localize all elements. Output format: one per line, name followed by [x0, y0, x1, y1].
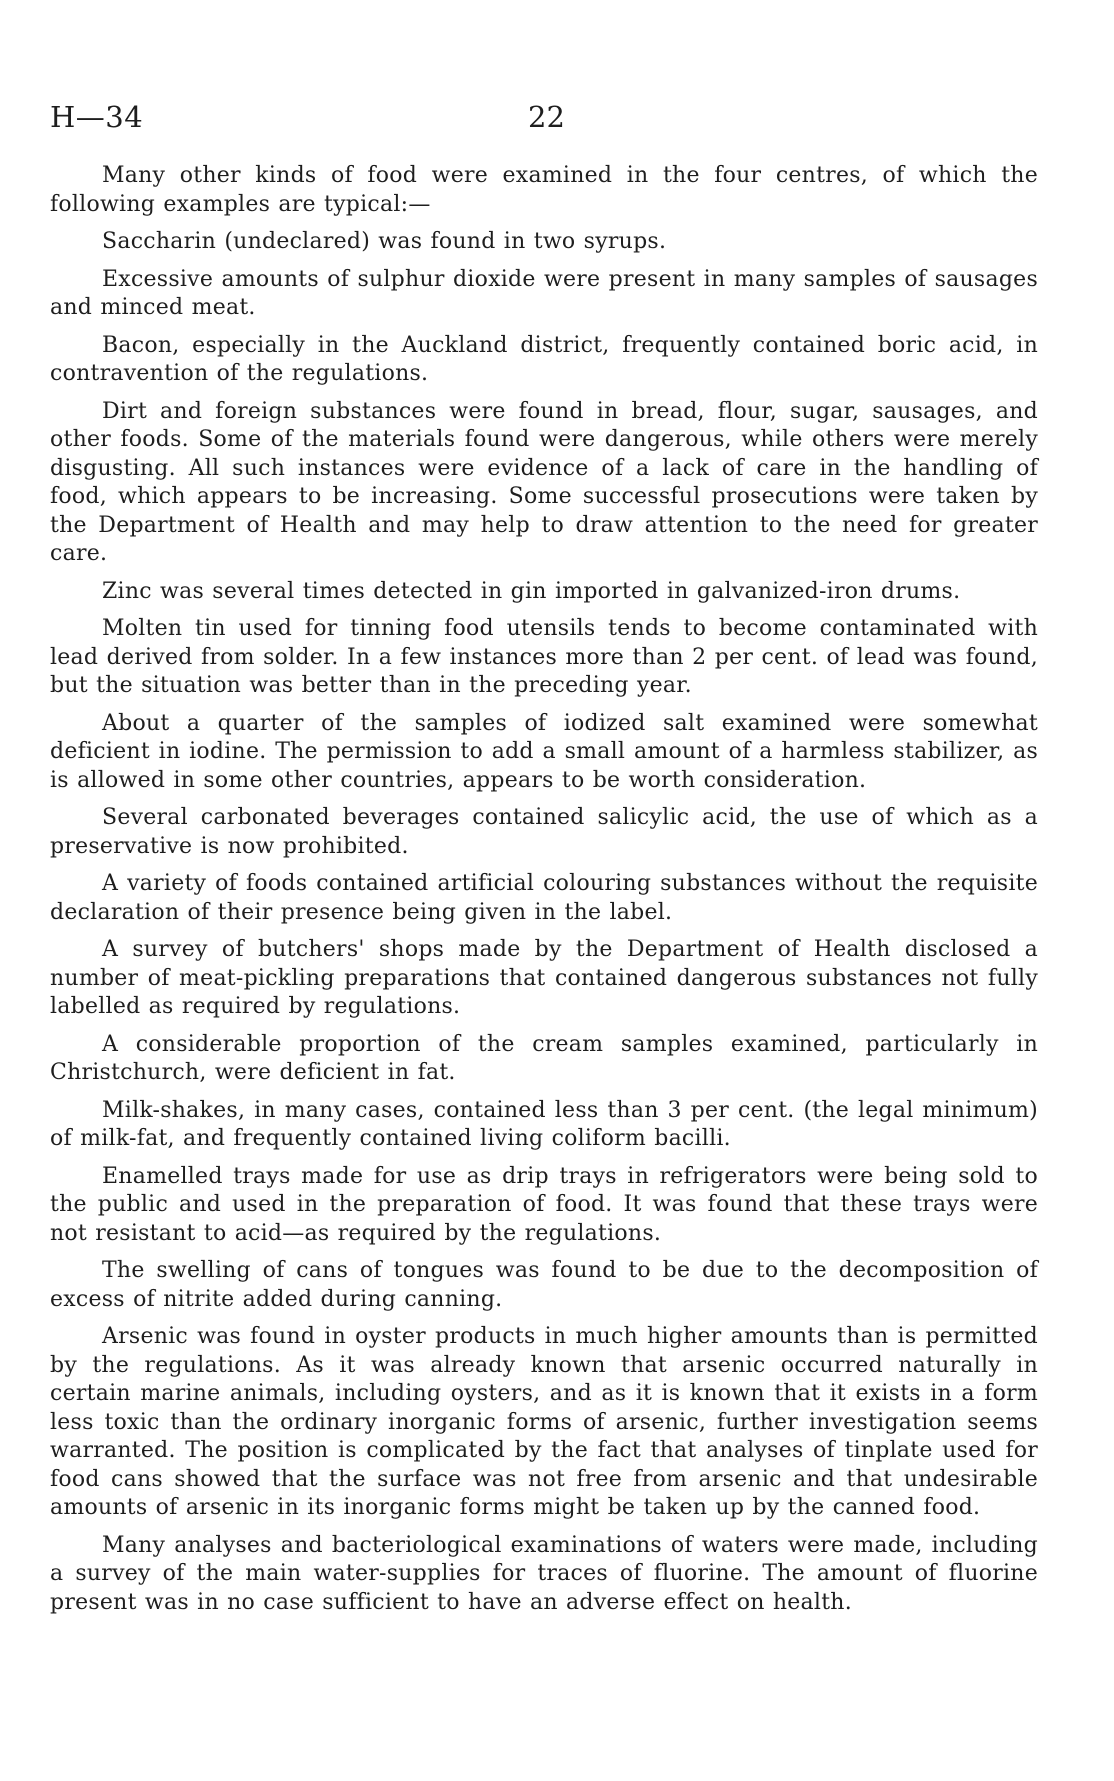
paragraph-carbonated-beverages: Several carbonated beverages contained salicylic acid, the use of which as a preservative is now prohibited.: [50, 805, 1038, 859]
paragraph-milk-shakes: Milk-shakes, in many cases, contained less than 3 per cent. (the legal minimum) of milk-fat, and frequently contained living coliform bacilli.: [50, 1097, 1038, 1151]
paragraph-arsenic: Arsenic was found in oyster products in much higher amounts than is permitted by the regulations. As it was already known that arsenic occurred naturally in certain marine animals, including oysters, and as it is known that it exists in a form less toxic than the ordinary inorganic forms of arsenic, further investigation seems warranted. The position is complicated by the fact that analyses of tinplate used for food cans showed that the surface was not free from arsenic and that undesirable amounts of arsenic in its inorganic forms might be taken up by the canned food.: [50, 1324, 1038, 1520]
document-reference: H—34: [50, 100, 144, 134]
paragraph-butchers-shops: A survey of butchers' shops made by the Department of Health disclosed a number of meat-pickling preparations that contained dangerous substances not fully labelled as required by regulations.: [50, 937, 1038, 1019]
paragraph-molten-tin: Molten tin used for tinning food utensils tends to become contaminated with lead derived from solder. In a few instances more than 2 per cent. of lead was found, but the situation was better than in the preceding year.: [50, 616, 1038, 698]
paragraph-dirt-foreign-substances: Dirt and foreign substances were found in bread, flour, sugar, sausages, and other foods. Some of the materials found were dangerous, while others were merely disgusting. All such instances were evidence of a lack of care in the handling of food, which appears to be increasing. Some successful prosecutions were taken by the Department of Health and may help to draw attention to the need for greater care.: [50, 398, 1038, 566]
paragraph-water-analyses: Many analyses and bacteriological examinations of waters were made, including a survey of the main water-supplies for traces of fluorine. The amount of fluorine present was in no case sufficient to have an adverse effect on health.: [50, 1532, 1038, 1615]
paragraph-zinc: Zinc was several times detected in gin imported in galvanized-iron drums.: [102, 578, 961, 604]
paragraph-bacon: Bacon, especially in the Auckland district, frequently contained boric acid, in contravention of the regulations.: [50, 332, 1038, 386]
paragraph-cream-samples: A considerable proportion of the cream samples examined, particularly in Christchurch, were deficient in fat.: [50, 1031, 1038, 1085]
page-number: 22: [528, 100, 565, 134]
paragraph-iodized-salt: About a quarter of the samples of iodized salt examined were somewhat deficient in iodine. The permission to add a small amount of a harmless stabilizer, as is allowed in some other countries, appears to be worth consideration.: [50, 710, 1038, 793]
body-text: [50, 162, 1038, 1626]
paragraph-tongue-cans: The swelling of cans of tongues was found to be due to the decomposition of excess of nitrite added during canning.: [50, 1258, 1038, 1312]
paragraph-colouring-substances: A variety of foods contained artificial colouring substances without the requisite declaration of their presence being given in the label.: [50, 871, 1038, 925]
paragraph-saccharin: Saccharin (undeclared) was found in two syrups.: [102, 229, 667, 254]
paragraph-sulphur-dioxide: Excessive amounts of sulphur dioxide were present in many samples of sausages and minced meat.: [50, 266, 1038, 320]
paragraph-enamelled-trays: Enamelled trays made for use as drip trays in refrigerators were being sold to the public and used in the preparation of food. It was found that these trays were not resistant to acid—as required by the regulations.: [50, 1163, 1038, 1246]
page-header: [50, 100, 1050, 140]
paragraph-intro: Many other kinds of food were examined in the four centres, of which the following examples are typical:—: [50, 163, 1038, 217]
